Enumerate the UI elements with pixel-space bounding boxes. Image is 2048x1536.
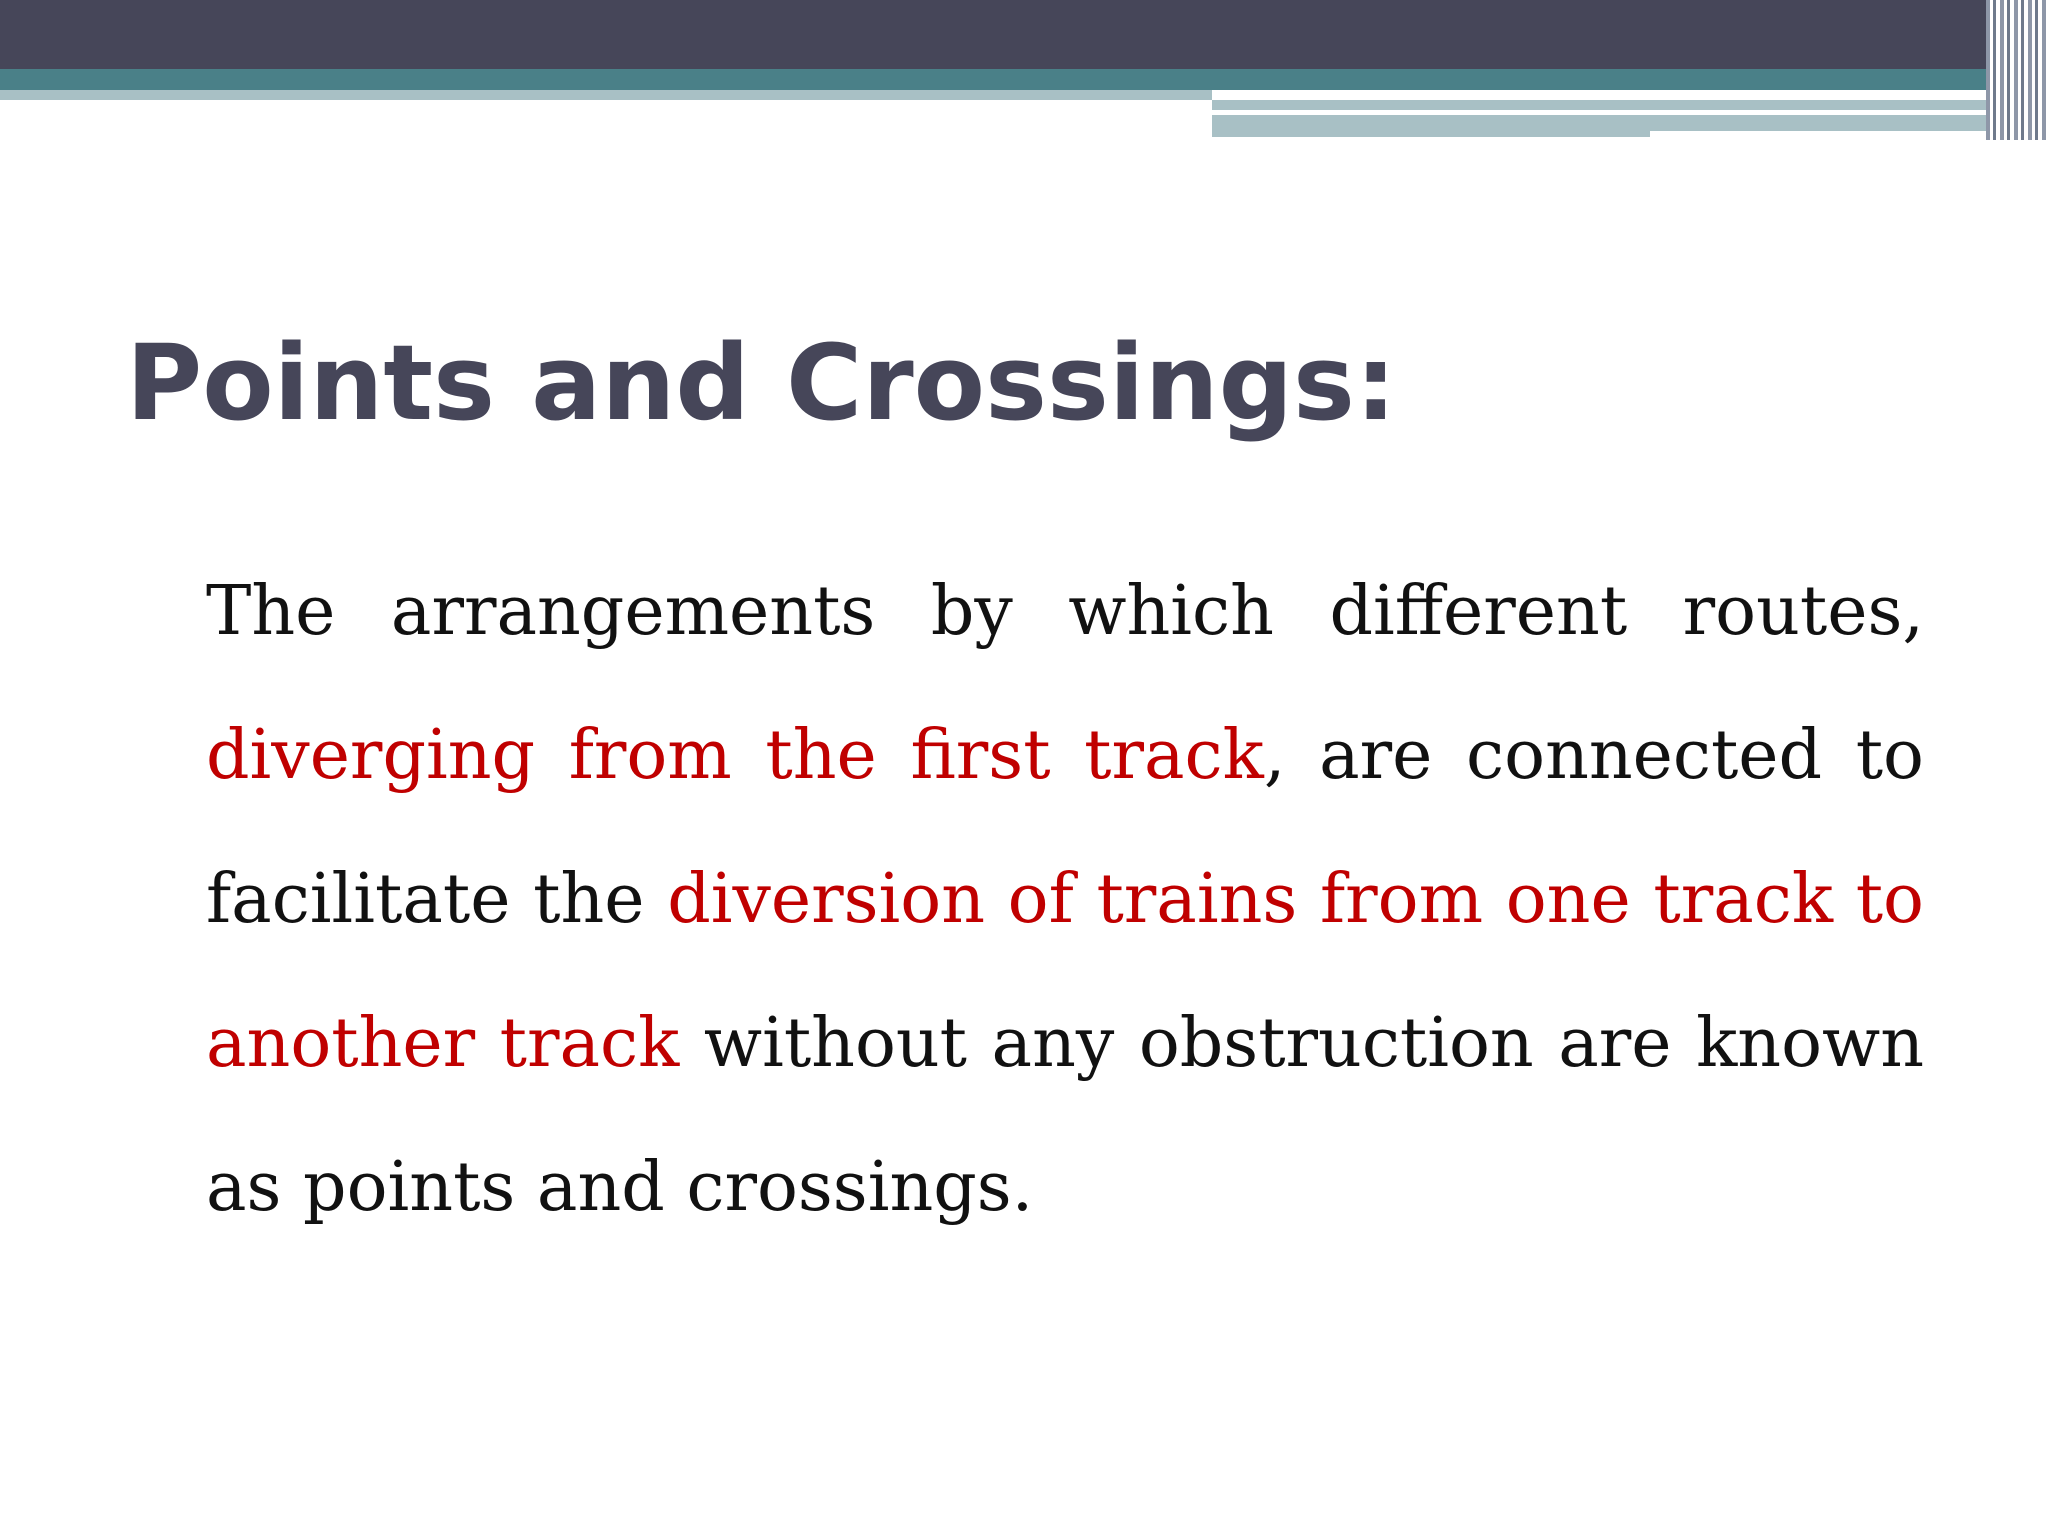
header-bar-light-left <box>0 90 1212 100</box>
slide-title: Points and Crossings: <box>126 322 1397 444</box>
body-text-segment: , are connected to facilitate the <box>206 716 1924 939</box>
header-white-notch <box>1650 131 1996 137</box>
header-stripes-decoration <box>1986 0 2048 140</box>
body-text-segment: The arrangements by which different routes, <box>206 572 1924 651</box>
header-bar-teal <box>0 69 2048 90</box>
header-bar-dark <box>0 0 2048 69</box>
highlight-diversion-phrase: diversion of trains from one track to another track <box>206 860 1924 1083</box>
header-bar-light-right <box>1212 100 1996 110</box>
highlight-diverging-phrase: diverging from the first track <box>206 716 1264 795</box>
body-text-segment: without any obstruction are known as points and crossings. <box>206 1004 1925 1227</box>
body-paragraph <box>206 540 1924 1260</box>
